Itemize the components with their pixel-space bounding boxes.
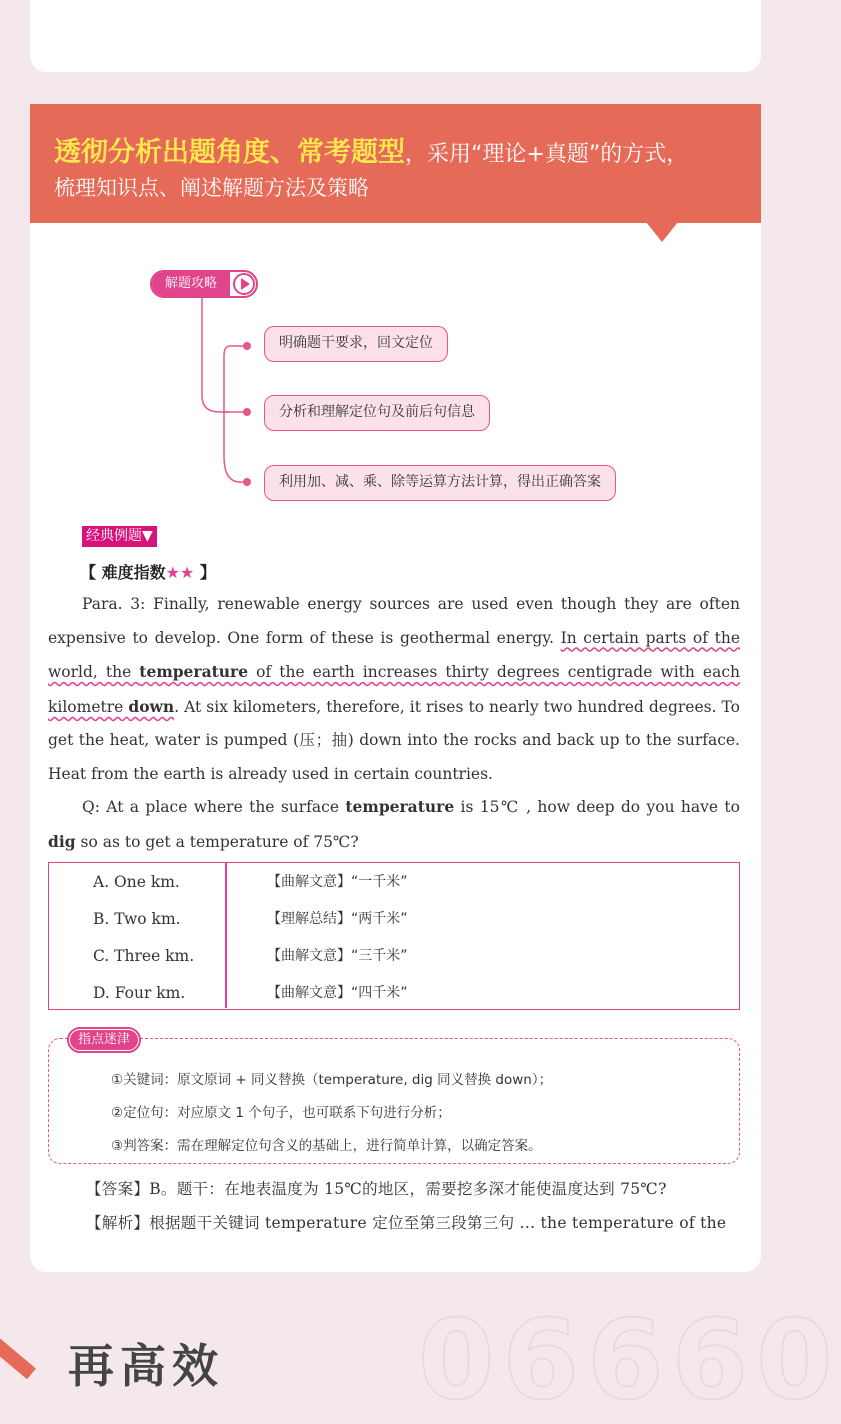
option-c-note: 【曲解文意】“三千米” [267, 948, 408, 964]
question-text-3: so as to get a temperature of 75℃? [75, 832, 359, 851]
passage-keyword-down: down [128, 696, 175, 716]
banner-highlight: 透彻分析出题角度、常考题型 [54, 137, 405, 168]
passage-underline-2: of the earth increases thirty degrees centigrade with each kilometre [48, 663, 740, 716]
bottom-decoration: 06660 [418, 1296, 841, 1424]
passage [48, 588, 740, 792]
tips-box [48, 1032, 740, 1164]
question-text-1: Q: At a place where the surface [82, 798, 346, 816]
mindmap-node-3: 利用加、减、乘、除等运算方法计算，得出正确答案 [264, 465, 616, 501]
difficulty-label: 【 难度指数 [80, 563, 166, 582]
tip-line-2: ②定位句：对应原文 1 个句子，也可联系下句进行分析； [111, 1105, 451, 1121]
option-b: B. Two km. [93, 910, 181, 928]
star-icons: ★★ [165, 563, 195, 582]
example-card [30, 104, 761, 1272]
question-text-2: is 15℃ , how deep do you have to [454, 798, 740, 816]
mindmap-root-label: 解题攻略 [152, 272, 230, 296]
example-tag: 经典例题▼ [82, 526, 157, 547]
analysis-line [86, 1211, 726, 1233]
option-d-note: 【曲解文意】“四千米” [267, 985, 408, 1001]
banner-line1 [54, 130, 688, 169]
passage-text-2: . At six kilometers, therefore, it rises to nearly two hundred degrees. To get the heat, water is pumped (压；抽) down into the rocks and back up to the surface. Heat from the earth is already used in certain countries. [48, 697, 741, 783]
answer-text: B。题干：在地表温度为 15℃的地区，需要挖多深才能使温度达到 75℃? [149, 1180, 667, 1198]
question [48, 790, 740, 859]
bottom-stripe [0, 1330, 36, 1379]
option-c: C. Three km. [93, 947, 195, 965]
answer-line [86, 1177, 667, 1199]
play-icon [233, 273, 255, 295]
tip-line-3: ③判答案：需在理解定位句含义的基础上，进行简单计算，以确定答案。 [111, 1138, 542, 1154]
banner-notch [646, 222, 678, 242]
banner [30, 104, 761, 223]
options-table [48, 862, 740, 1010]
bottom-section-title: 再高效 [68, 1339, 224, 1393]
option-b-note: 【理解总结】“两千米” [267, 911, 408, 927]
passage-keyword-temperature: temperature [139, 662, 249, 682]
banner-line1-rest: ，采用“理论+真题”的方式， [405, 142, 689, 167]
analysis-text: 根据题干关键词 temperature 定位至第三段第三句 ... the temperature of the [149, 1214, 727, 1232]
passage-text-1: Para. 3: Finally, renewable energy sources are used even though they are often expensive to develop. One form of these is geothermal energy. [48, 595, 740, 647]
answer-label: 【答案】 [86, 1180, 150, 1198]
tips-label-text: 指点迷津 [70, 1030, 138, 1050]
option-a: A. One km. [93, 873, 180, 891]
question-keyword-dig: dig [48, 831, 76, 851]
option-a-note: 【曲解文意】“一千米” [267, 874, 408, 890]
mindmap-connectors [190, 296, 270, 496]
mindmap-root [150, 270, 258, 298]
options-divider [225, 863, 227, 1008]
difficulty-rating [80, 560, 216, 583]
mindmap-node-1: 明确题干要求，回文定位 [264, 326, 448, 362]
option-d: D. Four km. [93, 984, 186, 1002]
tip-line-1: ①关键词：原文原词 + 同义替换（temperature, dig 同义替换 down）； [111, 1072, 553, 1088]
tips-label [67, 1027, 141, 1053]
top-card [30, 0, 761, 72]
mindmap-node-2: 分析和理解定位句及前后句信息 [264, 395, 490, 431]
question-keyword-temperature: temperature [345, 797, 455, 816]
passage-underline-1: In certain parts of the world, the [48, 628, 740, 682]
banner-line2: 梳理知识点、阐述解题方法及策略 [54, 176, 369, 200]
difficulty-close: 】 [194, 563, 216, 582]
analysis-label: 【解析】 [86, 1214, 150, 1232]
